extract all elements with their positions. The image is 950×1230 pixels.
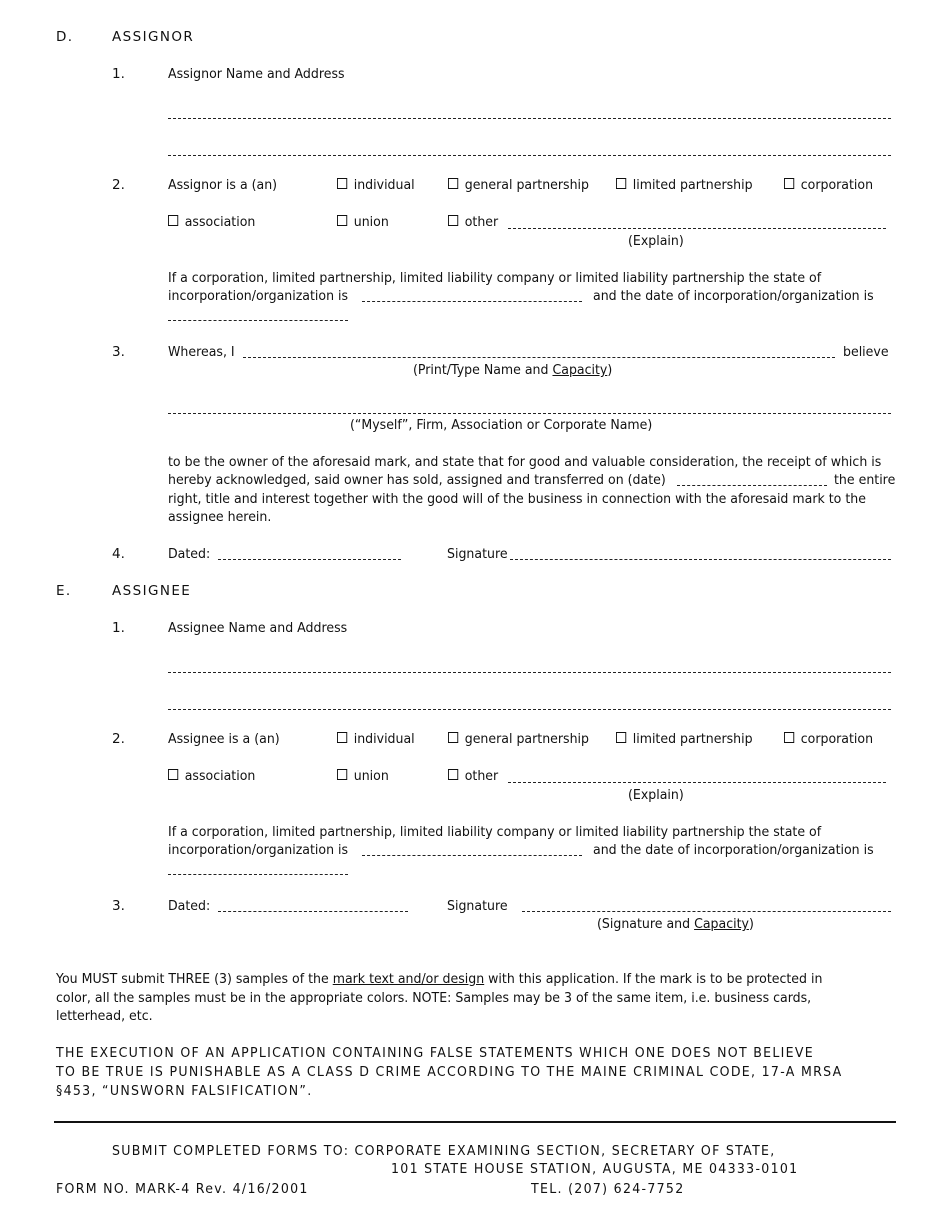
assignee-item3-number: 3.	[112, 898, 125, 914]
warning-line2: TO BE TRUE IS PUNISHABLE AS A CLASS D CRIME ACCORDING TO THE MAINE CRIMINAL CODE, 17-A MRSA	[56, 1064, 843, 1080]
print-name-capacity-caption: (Print/Type Name and Capacity)	[413, 362, 613, 378]
assignee-incorporation-date-field[interactable]	[168, 874, 348, 875]
checkbox-icon	[448, 732, 458, 743]
assignor-corp-text-2a: incorporation/organization is	[168, 288, 349, 304]
submit-address-line2: 101 STATE HOUSE STATION, AUGUSTA, ME 04333-0101	[391, 1161, 799, 1177]
section-d-title: ASSIGNOR	[112, 29, 195, 45]
assignee-item1-number: 1.	[112, 620, 125, 636]
assignee-checkbox-union[interactable]	[337, 768, 389, 784]
assignee-dated-label: Dated:	[168, 898, 211, 914]
assignor-checkbox-other[interactable]	[448, 214, 498, 230]
checkbox-icon	[337, 732, 347, 743]
assignor-incorporation-date-field[interactable]	[168, 320, 348, 321]
assignor-entity-type-label: Assignor is a (an)	[168, 177, 278, 193]
assignor-checkbox-association[interactable]	[168, 214, 255, 230]
option-label: association	[184, 214, 256, 230]
whereas-label: Whereas, I	[168, 344, 235, 360]
assignor-print-name-field[interactable]	[243, 357, 835, 358]
assignor-item4-number: 4.	[112, 546, 125, 562]
assignee-entity-type-label: Assignee is a (an)	[168, 731, 280, 747]
assignor-firm-name-field[interactable]	[168, 413, 891, 414]
assignor-signature-field[interactable]	[510, 559, 891, 560]
assignee-checkbox-other[interactable]	[448, 768, 498, 784]
assignor-other-explain-line[interactable]	[508, 228, 886, 229]
assignor-item2-number: 2.	[112, 177, 125, 193]
assignor-item3-number: 3.	[112, 344, 125, 360]
assignor-address-line-2[interactable]	[168, 155, 891, 156]
option-label: general partnership	[464, 731, 589, 747]
option-label: limited partnership	[632, 177, 753, 193]
checkbox-icon	[784, 178, 794, 189]
assignor-name-address-label: Assignor Name and Address	[168, 66, 345, 82]
option-label: union	[353, 214, 389, 230]
assignor-checkbox-corporation[interactable]	[784, 177, 873, 193]
ownership-para-line2a: hereby acknowledged, said owner has sold, assigned and transferred on (date)	[168, 472, 666, 488]
samples-line2: color, all the samples must be in the appropriate colors. NOTE: Samples may be 3 of the same item, i.e. business cards,	[56, 990, 812, 1006]
assignor-address-line-1[interactable]	[168, 118, 891, 119]
checkbox-icon	[616, 178, 626, 189]
footer-divider	[54, 1121, 896, 1123]
assignee-corp-text-1: If a corporation, limited partnership, limited liability company or limited liability partnership the state of	[168, 824, 822, 840]
assignor-item1-number: 1.	[112, 66, 125, 82]
option-label: corporation	[800, 177, 874, 193]
assignor-checkbox-limited-partnership[interactable]	[616, 177, 753, 193]
assignee-name-address-label: Assignee Name and Address	[168, 620, 348, 636]
assignee-other-explain-line[interactable]	[508, 782, 886, 783]
assignee-address-line-1[interactable]	[168, 672, 891, 673]
option-label: union	[353, 768, 389, 784]
assignor-signature-label: Signature	[447, 546, 508, 562]
assignor-checkbox-union[interactable]	[337, 214, 389, 230]
assignor-explain-caption: (Explain)	[628, 233, 684, 249]
form-number: FORM NO. MARK-4 Rev. 4/16/2001	[56, 1181, 309, 1197]
assignor-checkbox-general-partnership[interactable]	[448, 177, 589, 193]
checkbox-icon	[168, 215, 178, 226]
assignee-address-line-2[interactable]	[168, 709, 891, 710]
checkbox-icon	[784, 732, 794, 743]
assignee-dated-field[interactable]	[218, 911, 408, 912]
signature-capacity-caption: (Signature and Capacity)	[597, 916, 754, 932]
option-label: individual	[353, 177, 415, 193]
believe-label: believe	[843, 344, 889, 360]
checkbox-icon	[448, 769, 458, 780]
samples-line3: letterhead, etc.	[56, 1008, 153, 1024]
option-label: corporation	[800, 731, 874, 747]
warning-line1: THE EXECUTION OF AN APPLICATION CONTAINING FALSE STATEMENTS WHICH ONE DOES NOT BELIEVE	[56, 1045, 815, 1061]
checkbox-icon	[337, 215, 347, 226]
section-d-letter: D.	[56, 29, 74, 45]
assignor-incorporation-state-field[interactable]	[362, 301, 582, 302]
option-label: association	[184, 768, 256, 784]
transfer-date-field[interactable]	[677, 485, 827, 486]
option-label: general partnership	[464, 177, 589, 193]
checkbox-icon	[616, 732, 626, 743]
submit-address-line1: SUBMIT COMPLETED FORMS TO: CORPORATE EXAMINING SECTION, SECRETARY OF STATE,	[112, 1143, 776, 1159]
option-label: limited partnership	[632, 731, 753, 747]
samples-line1: You MUST submit THREE (3) samples of the mark text and/or design with this application. If the mark is to be protected in	[56, 971, 823, 987]
assignee-corp-text-2a: incorporation/organization is	[168, 842, 349, 858]
assignee-signature-label: Signature	[447, 898, 508, 914]
telephone-number: TEL. (207) 624-7752	[531, 1181, 685, 1197]
ownership-para-line3: right, title and interest together with the good will of the business in connection with the aforesaid mark to the	[168, 491, 866, 507]
section-e-letter: E.	[56, 583, 72, 599]
ownership-para-line2b: the entire	[834, 472, 896, 488]
option-label: other	[464, 214, 499, 230]
option-label: other	[464, 768, 499, 784]
assignee-signature-field[interactable]	[522, 911, 891, 912]
checkbox-icon	[337, 769, 347, 780]
assignor-dated-field[interactable]	[218, 559, 401, 560]
assignee-incorporation-state-field[interactable]	[362, 855, 582, 856]
assignor-corp-text-2b: and the date of incorporation/organization is	[593, 288, 874, 304]
checkbox-icon	[448, 215, 458, 226]
assignee-checkbox-individual[interactable]	[337, 731, 415, 747]
checkbox-icon	[168, 769, 178, 780]
section-e-title: ASSIGNEE	[112, 583, 192, 599]
assignor-corp-text-1: If a corporation, limited partnership, limited liability company or limited liability partnership the state of	[168, 270, 822, 286]
ownership-para-line1: to be the owner of the aforesaid mark, and state that for good and valuable consideration, the receipt of which is	[168, 454, 882, 470]
firm-name-caption: (“Myself”, Firm, Association or Corporate Name)	[350, 417, 653, 433]
ownership-para-line4: assignee herein.	[168, 509, 272, 525]
assignee-item2-number: 2.	[112, 731, 125, 747]
checkbox-icon	[337, 178, 347, 189]
assignee-checkbox-limited-partnership[interactable]	[616, 731, 753, 747]
assignee-checkbox-association[interactable]	[168, 768, 255, 784]
assignee-explain-caption: (Explain)	[628, 787, 684, 803]
assignor-dated-label: Dated:	[168, 546, 211, 562]
assignee-checkbox-corporation[interactable]	[784, 731, 873, 747]
warning-line3: §453, “UNSWORN FALSIFICATION”.	[56, 1083, 313, 1099]
option-label: individual	[353, 731, 415, 747]
checkbox-icon	[448, 178, 458, 189]
assignee-checkbox-general-partnership[interactable]	[448, 731, 589, 747]
assignee-corp-text-2b: and the date of incorporation/organization is	[593, 842, 874, 858]
assignor-checkbox-individual[interactable]	[337, 177, 415, 193]
